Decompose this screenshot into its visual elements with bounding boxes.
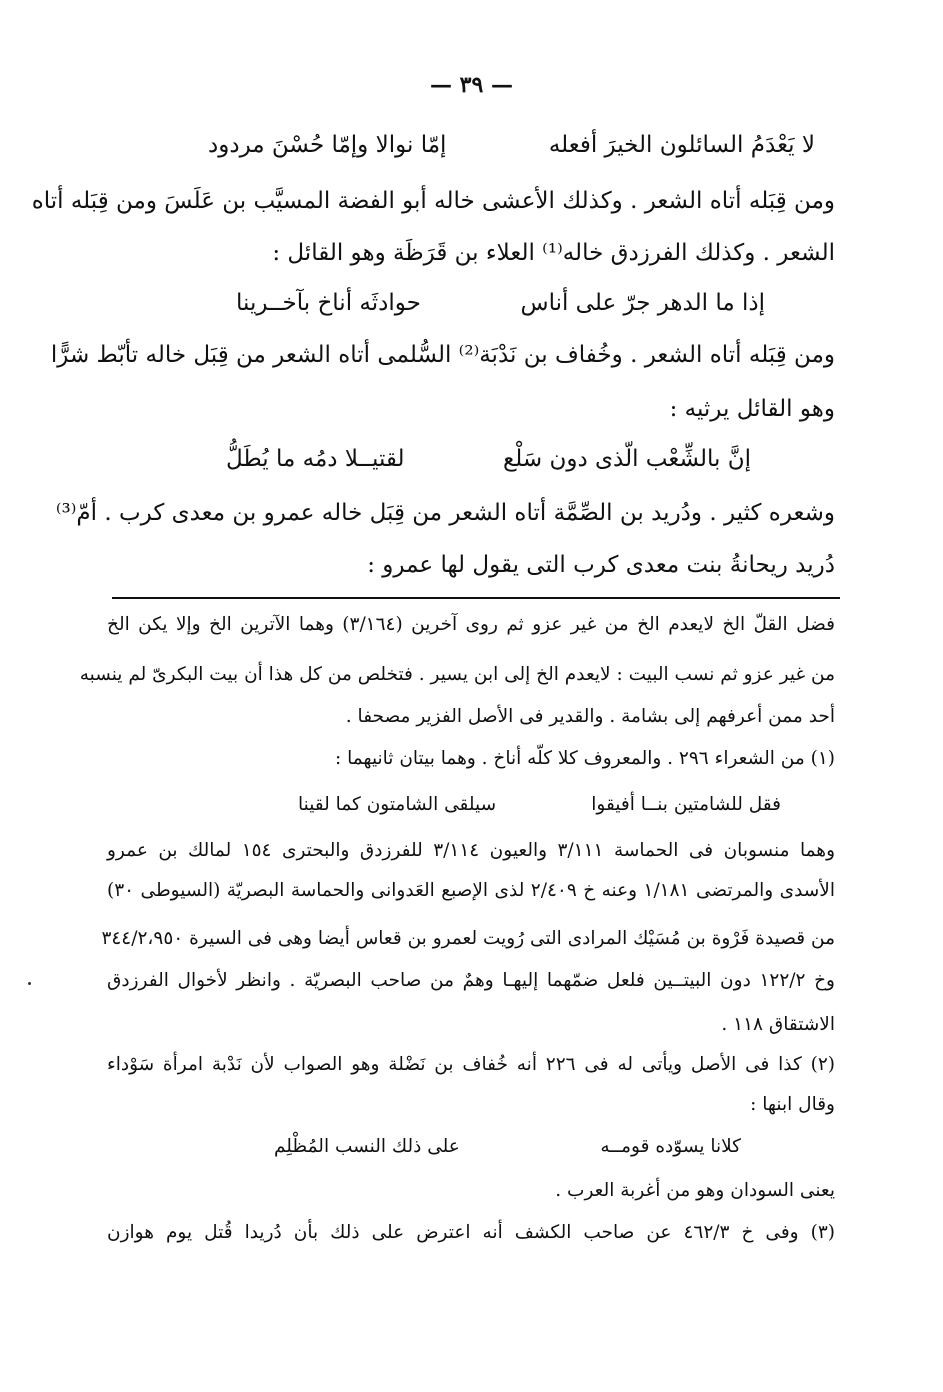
scan-speck xyxy=(28,982,31,985)
footnote-separator xyxy=(112,597,840,599)
footnote-1-verse-first: فقل للشامتين بنــا أفيقوا xyxy=(591,794,781,815)
main-line-2: ومن قِبَله أتاه الشعر . وكذلك الأعشى خاله أبو الفضة المسيَّب بن عَلَسَ ومن قِبَله أتاه xyxy=(31,188,835,214)
verse-2-first-hemistich: إذا ما الدهر جرّ على أناس xyxy=(520,290,765,316)
footnote-2-line-3: يعنى السودان وهو من أغربة العرب . xyxy=(555,1180,835,1201)
main-line-6: وهو القائل يرثيه : xyxy=(669,396,835,422)
footnote-1-line-6: الاشتقاق ١١٨ . xyxy=(721,1014,835,1035)
main-line-3: الشعر . وكذلك الفرزدق خاله⁽¹⁾ العلاء بن قَرَظَة وهو القائل : xyxy=(272,240,835,266)
footnote-1-line-5: وخ ١٢٢/٢ دون البيتــين فلعل ضمّهما إليهـا وهمٌ من صاحب البصريّة . وانظر لأخوال الفرزدق xyxy=(107,970,835,991)
footnote-1-line-3: الأسدى والمرتضى ١/١٨١ وعنه خ ٢/٤٠٩ لذى الإصبع العَدوانى والحماسة البصريّة (السيوطى ٣٠) xyxy=(107,880,835,901)
footnote-1-line-1: (١) من الشعراء ٢٩٦ . والمعروف كلا كلّه أناخ . وهما بيتان ثانيهما : xyxy=(334,748,835,769)
main-line-8: وشعره كثير . ودُريد بن الصِّمَّة أتاه الشعر من قِبَل خاله عمرو بن معدى كرب . أمّ⁽³⁾ xyxy=(55,500,835,526)
footnote-2-line-1: (٢) كذا فى الأصل ويأتى له فى ٢٢٦ أنه خُفاف بن نَضْلة وهو الصواب لأن نَدْبة امرأة سَوْداء xyxy=(107,1054,835,1075)
footnote-2-verse-second: على ذلك النسب المُظْلِم xyxy=(274,1136,460,1157)
main-line-9: دُريد ريحانةُ بنت معدى كرب التى يقول لها عمرو : xyxy=(367,552,835,578)
footnote-1-line-2: وهما منسوبان فى الحماسة ٣/١١١ والعيون ٣/١١٤ للفرزدق والبحترى ١٥٤ لمالك بن عمرو xyxy=(107,840,835,861)
page-number: — ٣٩ — xyxy=(430,72,513,98)
footnote-1-verse-second: سيلقى الشامتون كما لقينا xyxy=(298,794,497,815)
footnote-continuation-line-1: فضل القلّ الخ لايعدم الخ من غير عزو ثم روى آخرين (٣/١٦٤) وهما الآترين الخ وإلا يكن الخ xyxy=(107,614,835,635)
footnote-2-verse-first: كلانا يسوّده قومــه xyxy=(600,1136,741,1157)
footnote-3-line-1: (٣) وفى خ ٤٦٢/٣ عن صاحب الكشف أنه اعترض على ذلك بأن دُريدا قُتل يوم هوازن xyxy=(107,1222,835,1243)
footnote-1-line-4: من قصيدة فَرْوة بن مُسَيْك المرادى التى رُويت لعمرو بن قعاس أيضا وهى فى السيرة ٣٤٤/٢،٩٥٠ xyxy=(101,928,835,949)
footnote-2-line-2: وقال ابنها : xyxy=(750,1094,835,1115)
verse-2-second-hemistich: حوادثَه أناخ بآخــرينا xyxy=(236,290,421,316)
footnote-continuation-line-3: أحد ممن أعرفهم إلى بشامة . والقدير فى الأصل الفزير مصحفا . xyxy=(345,706,835,727)
verse-1-first-hemistich: لا يَعْدَمُ السائلون الخيرَ أفعله xyxy=(548,132,815,158)
footnote-continuation-line-2: من غير عزو ثم نسب البيت : لايعدم الخ إلى ابن يسير . فتخلص من كل هذا أن بيت البكرىّ لم ينسبه xyxy=(79,664,835,685)
verse-1-second-hemistich: إمّا نوالا وإمّا حُسْنَ مردود xyxy=(208,132,447,158)
verse-3-first-hemistich: إنَّ بالشِّعْب الّذى دون سَلْع xyxy=(503,446,751,472)
verse-3-second-hemistich: لقتيــلا دمُه ما يُطَلُّ xyxy=(226,446,405,472)
main-line-5: ومن قِبَله أتاه الشعر . وخُفاف بن نَدْبَة⁽²⁾ السُّلمى أتاه الشعر من قِبَل خاله تأبّط شرًّا xyxy=(50,342,835,368)
